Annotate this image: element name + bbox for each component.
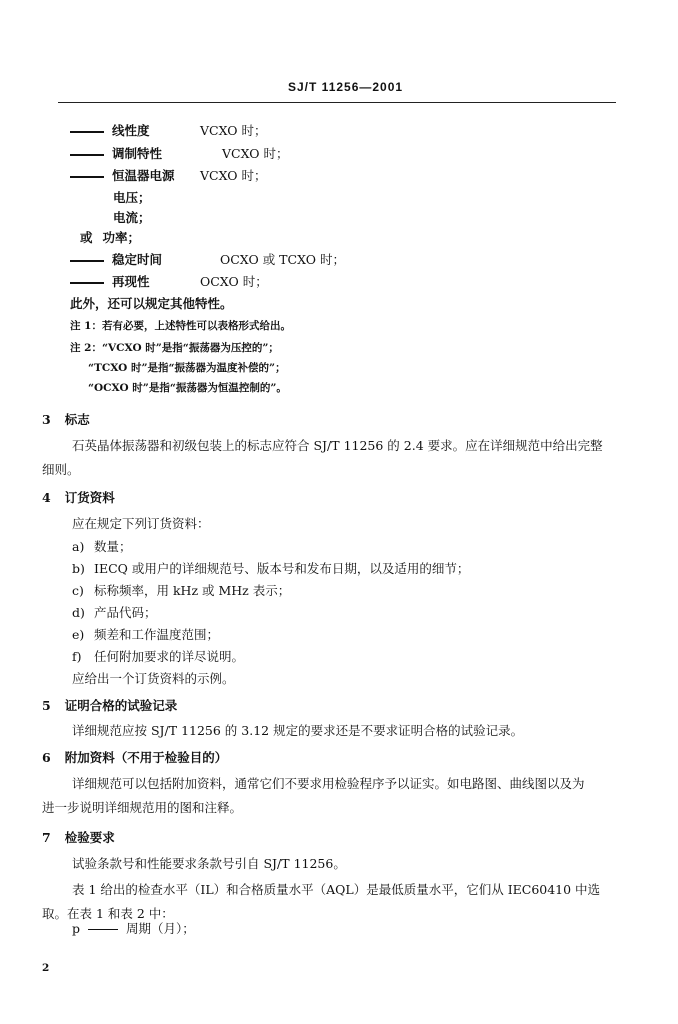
list-item: a) 数量； [72,539,132,554]
section-7-heading: 7 检验要求 [42,830,115,845]
list-item: d) 产品代码； [72,605,157,620]
list-item: 电压； [113,190,151,205]
note-2-cont: “OCXO 时”是指“振荡器为恒温控制的”。 [88,382,287,394]
standard-number: SJ/T 11256—2001 [288,80,404,94]
section-4-closing: 应给出一个订货资料的示例。 [72,671,235,686]
em-dash [70,131,104,133]
list-item: e) 频差和工作温度范围； [72,627,220,642]
section-5-heading: 5 证明合格的试验记录 [42,698,178,713]
section-7-body: 表 1 给出的检查水平（IL）和合格质量水平（AQL）是最低质量水平，它们从 IEC60410 中选 [72,882,601,897]
list-item: 调制特性 VCXO 时； [70,144,289,162]
section-4-heading: 4 订货资料 [42,490,115,505]
period-definition: p 周期（月）； [72,921,195,936]
em-dash [70,176,104,178]
section-6-heading: 6 附加资料（不用于检验目的） [42,750,228,765]
em-dash [70,260,104,262]
list-item: 或 功率； [80,230,141,245]
note-1: 注 1：若有必要，上述特性可以表格形式给出。 [70,320,291,332]
section-4-intro: 应在规定下列订货资料： [72,516,210,531]
list-item: b) IECQ 或用户的详细规范号、版本号和发布日期，以及适用的细节； [72,561,470,576]
header-rule [58,102,616,103]
note-2-cont: “TCXO 时”是指“振荡器为温度补偿的”； [88,362,286,374]
section-6-body: 详细规范可以包括附加资料，通常它们不要求用检验程序予以证实。如电路图、曲线图以及为 [72,776,585,791]
list-item: 再现性 OCXO 时； [70,272,268,290]
section-3-body-cont: 细则。 [42,462,80,477]
section-3-body: 石英晶体振荡器和初级包装上的标志应符合 SJ/T 11256 的 2.4 要求。应在详细规范中给出完整 [72,438,603,453]
list-item: 稳定时间 OCXO 或 TCXO 时； [70,250,345,268]
list-item: 线性度 VCXO 时； [70,121,267,139]
em-dash [88,929,118,930]
section-6-body-cont: 进一步说明详细规范用的图和注释。 [42,800,243,815]
section-7-body: 试验条款号和性能要求条款号引自 SJ/T 11256。 [72,856,346,871]
list-item: f) 任何附加要求的详尽说明。 [72,649,245,664]
note-2: 注 2：“VCXO 时”是指“振荡器为压控的”； [70,342,279,354]
other-characteristics: 此外，还可以规定其他特性。 [70,296,233,311]
section-3-heading: 3 标志 [42,412,90,427]
em-dash [70,282,104,284]
list-item: c) 标称频率，用 kHz 或 MHz 表示； [72,583,291,598]
list-item: 恒温器电源 VCXO 时； [70,166,267,184]
section-5-body: 详细规范应按 SJ/T 11256 的 3.12 规定的要求还是不要求证明合格的试验记录。 [72,723,524,738]
list-item: 电流； [113,210,151,225]
section-7-body-cont: 取。在表 1 和表 2 中： [42,906,174,921]
em-dash [70,154,104,156]
page-number: 2 [42,962,50,974]
